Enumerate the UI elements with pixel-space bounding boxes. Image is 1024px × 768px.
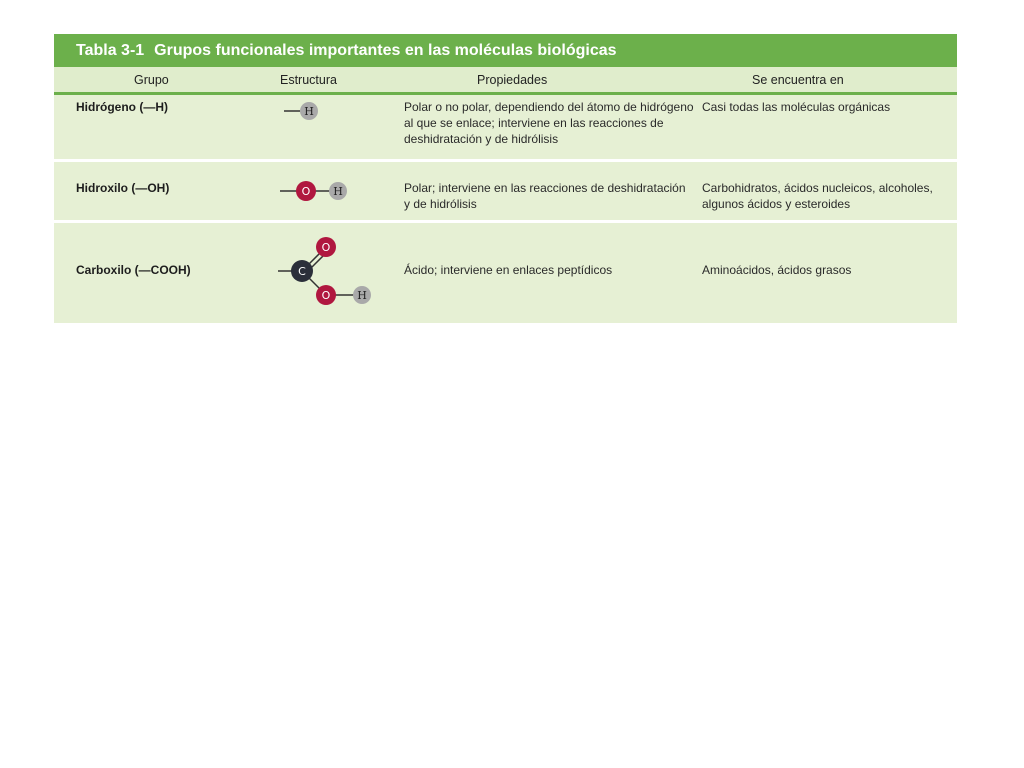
header-properties: Propiedades [477,73,548,87]
header-found-in: Se encuentra en [752,73,844,87]
group-name: Carboxilo (—COOH) [76,263,191,277]
table-header-row [54,67,957,95]
carboxyl-structure-diagram [276,231,386,317]
group-name: Hidrógeno (—H) [76,100,168,114]
group-name: Hidroxilo (—OH) [76,181,170,195]
functional-groups-table [54,34,957,323]
atom-label: H [333,185,343,198]
header-structure: Estructura [280,73,337,87]
found-in-text: Casi todas las moléculas orgánicas [702,100,891,114]
atom-label: H [304,105,314,118]
structure-carboxyl [276,231,386,321]
table-row-hydroxyl [54,162,957,220]
table-row-hydrogen [54,95,957,159]
structure-hydroxyl [276,177,356,209]
properties-text: Polar o no polar, dependiendo del átomo de hidrógeno al que se enlace; interviene en las reacciones de deshidratación y de hidrólisis [404,100,694,146]
atom-label: H [357,289,367,302]
hydroxyl-structure-diagram [276,177,356,205]
header-group: Grupo [134,73,169,87]
table-title-bar [54,34,957,67]
properties-text: Polar; interviene en las reacciones de deshidratación y de hidrólisis [404,181,686,211]
atom-label: O [301,185,311,198]
properties-text: Ácido; interviene en enlaces peptídicos [404,263,613,277]
found-in-text: Aminoácidos, ácidos grasos [702,263,852,277]
table-number: Tabla 3-1 [76,41,145,59]
hydrogen-structure-diagram [276,97,336,125]
found-in-text: Carbohidratos, ácidos nucleicos, alcoholes, algunos ácidos y esteroides [702,181,933,211]
table-row-carboxyl [54,223,957,323]
structure-hydrogen [276,97,336,129]
table-title: Grupos funcionales importantes en las moléculas biológicas [154,41,617,59]
atom-label: O [321,289,331,302]
atom-label: C [298,265,306,278]
atom-label: O [321,241,331,254]
